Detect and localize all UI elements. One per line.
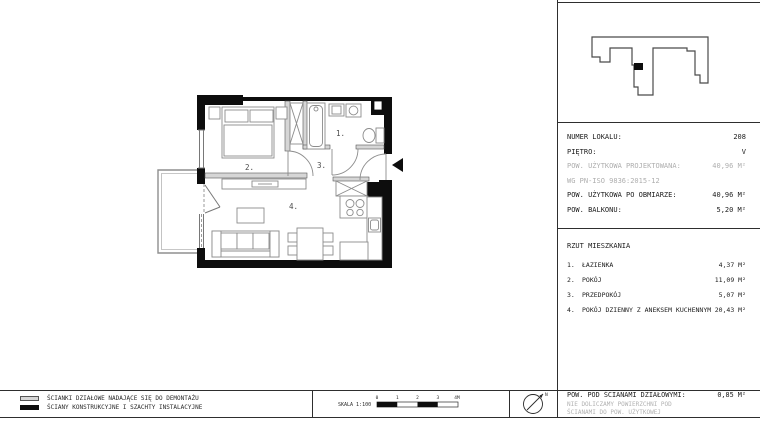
scale-tick-1: 1 xyxy=(395,396,399,401)
room-label-hall: 3. xyxy=(317,161,327,170)
footer-divider-2 xyxy=(509,390,510,417)
room-name: ŁAZIENKA xyxy=(582,261,614,269)
walls-area-row xyxy=(567,391,746,399)
info-value: 40,96 M² xyxy=(712,191,746,199)
balcony-door xyxy=(204,184,220,214)
legend-swatch-structural xyxy=(20,405,39,410)
info-label: POW. UŻYTKOWA PO OBMIARZE: xyxy=(567,191,677,199)
legend-swatch-partition xyxy=(20,396,39,401)
room-name: POKÓJ DZIENNY Z ANEKSEM KUCHENNYM xyxy=(582,306,712,314)
info-row-pow-obmiar xyxy=(567,188,746,203)
info-row-pietro xyxy=(567,145,746,160)
window-living xyxy=(200,214,204,248)
room-label-bedroom: 2. xyxy=(245,163,255,172)
room-area: 4,37 M² xyxy=(718,261,746,269)
info-label: WG PN-ISO 9836:2015-12 xyxy=(567,176,660,185)
balcony xyxy=(158,170,197,253)
info-label: NUMER LOKALU: xyxy=(567,133,622,141)
room-number: 4. xyxy=(567,306,575,314)
room-area: 20,43 M² xyxy=(714,306,746,314)
room-list-item xyxy=(567,258,746,273)
bedroom-furniture xyxy=(209,107,287,158)
wardrobe xyxy=(290,103,303,144)
info-row-norma xyxy=(567,174,746,189)
legend-label-structural: ŚCIANY KONSTRUKCYJNE I SZACHTY INSTALACYJNE xyxy=(47,403,203,411)
compass-n-label: N xyxy=(545,393,548,398)
window-bedroom xyxy=(198,130,205,168)
walls-area-value: 0,85 M² xyxy=(717,391,746,399)
walls-area-note-line1: NIE DOLICZAMY POWIERZCHNI POD xyxy=(567,401,672,408)
room-area: 11,09 M² xyxy=(714,276,746,284)
scale-tick-3: 3 xyxy=(436,396,440,401)
key-plan-unit-marker xyxy=(634,63,643,70)
walls-area-label: POW. POD ŚCIANAMI DZIAŁOWYMI: xyxy=(567,391,686,399)
room-label-living: 4. xyxy=(289,202,299,211)
info-value: 5,20 M² xyxy=(716,205,746,214)
footer-divider-1 xyxy=(312,390,313,417)
footer-bottom-border xyxy=(0,417,760,418)
info-value: 40,96 M² xyxy=(712,162,746,170)
info-value: V xyxy=(741,147,746,156)
unit-info-section xyxy=(567,130,746,217)
panel-divider-2 xyxy=(557,228,760,229)
north-arrow-icon xyxy=(524,392,549,414)
room-name: PRZEDPOKÓJ xyxy=(582,291,622,299)
room-number: 1. xyxy=(567,261,575,269)
info-label: POW. UŻYTKOWA PROJEKTOWANA: xyxy=(567,162,681,170)
info-value: 208 xyxy=(733,133,746,141)
info-row-numer-lokalu xyxy=(567,130,746,145)
entrance-arrow-icon xyxy=(392,158,403,172)
rooms-list xyxy=(567,258,746,318)
room-number: 2. xyxy=(567,276,575,284)
scale-label: SKALA 1:100 xyxy=(338,402,372,408)
key-plan xyxy=(592,37,708,95)
living-furniture xyxy=(212,179,333,260)
room-name: POKÓJ xyxy=(582,276,602,284)
room-list-item xyxy=(567,288,746,303)
walls-area-note-line2: ŚCIANAMI DO POW. UŻYTKOWEJ xyxy=(567,409,661,416)
scale-tick-4: 4M xyxy=(454,396,460,401)
room-list-item xyxy=(567,273,746,288)
scale-tick-0: 0 xyxy=(375,396,379,401)
walls-area-note xyxy=(567,401,672,417)
room-area: 5,07 M² xyxy=(718,291,746,299)
panel-divider-1 xyxy=(557,122,760,123)
panel-top-border xyxy=(557,2,760,3)
info-label: POW. BALKONU: xyxy=(567,205,622,214)
room-number: 3. xyxy=(567,291,575,299)
scale-tick-2: 2 xyxy=(416,396,419,401)
legend-label-partition: ŚCIANKI DZIAŁOWE NADAJĄCE SIĘ DO DEMONTAŻU xyxy=(47,395,199,402)
panel-left-border xyxy=(557,0,558,417)
rooms-section-title: RZUT MIESZKANIA xyxy=(567,242,631,250)
info-row-pow-balkonu xyxy=(567,203,746,218)
room-label-bathroom: 1. xyxy=(336,129,346,138)
scale-bar xyxy=(338,395,460,408)
room-list-item xyxy=(567,303,746,318)
shaft-niche xyxy=(374,101,382,110)
info-row-pow-projektowana xyxy=(567,159,746,174)
info-label: PIĘTRO: xyxy=(567,147,597,156)
